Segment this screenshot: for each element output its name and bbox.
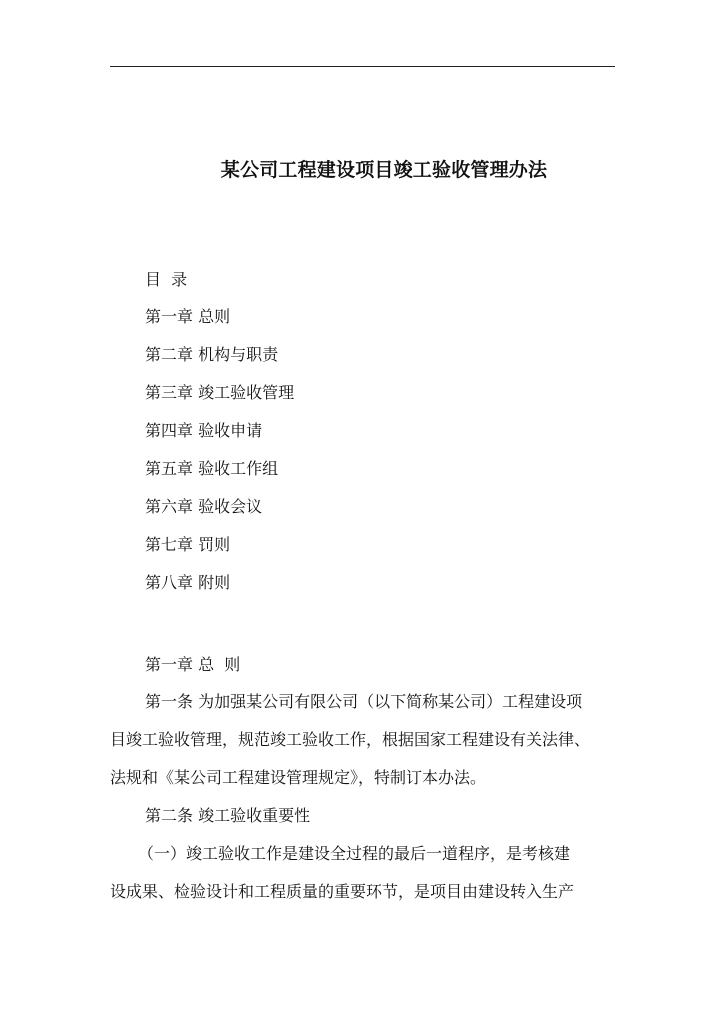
article-2-item-1-paragraph [110,835,615,911]
document-title: 某公司工程建设项目竣工验收管理办法 [220,159,548,181]
toc-item-chapter-1: 第一章 总则 [145,307,231,326]
article-1-line-3: 法规和《某公司工程建设管理规定》，特制订本办法。 [110,768,487,787]
article-1-line-2: 目竣工验收管理，规范竣工验收工作，根据国家工程建设有关法律、 [110,730,591,749]
toc-item-chapter-3: 第三章 竣工验收管理 [145,383,295,402]
article-1-line-1: 第一条 为加强某公司有限公司（以下简称某公司）工程建设项 [145,692,583,711]
article-1-paragraph [110,683,615,797]
toc-item-chapter-6: 第六章 验收会议 [145,497,263,516]
toc-item-chapter-5: 第五章 验收工作组 [145,459,279,478]
item-1-line-1: （一）竣工验收工作是建设全过程的最后一道程序，是考核建 [138,844,571,863]
header-rule [110,66,615,67]
toc-item-chapter-2: 第二章 机构与职责 [145,345,279,364]
chapter-1-heading: 第一章 总 则 [145,655,241,674]
toc-item-chapter-7: 第七章 罚则 [145,535,231,554]
toc-list [145,304,294,608]
toc-heading: 目 录 [145,270,188,289]
toc-item-chapter-4: 第四章 验收申请 [145,421,263,440]
item-1-line-2: 设成果、检验设计和工程质量的重要环节，是项目由建设转入生产 [110,882,575,901]
article-2-heading-text: 第二条 竣工验收重要性 [145,806,311,825]
toc-item-chapter-8: 第八章 附则 [145,573,231,592]
article-2-heading [110,797,615,835]
